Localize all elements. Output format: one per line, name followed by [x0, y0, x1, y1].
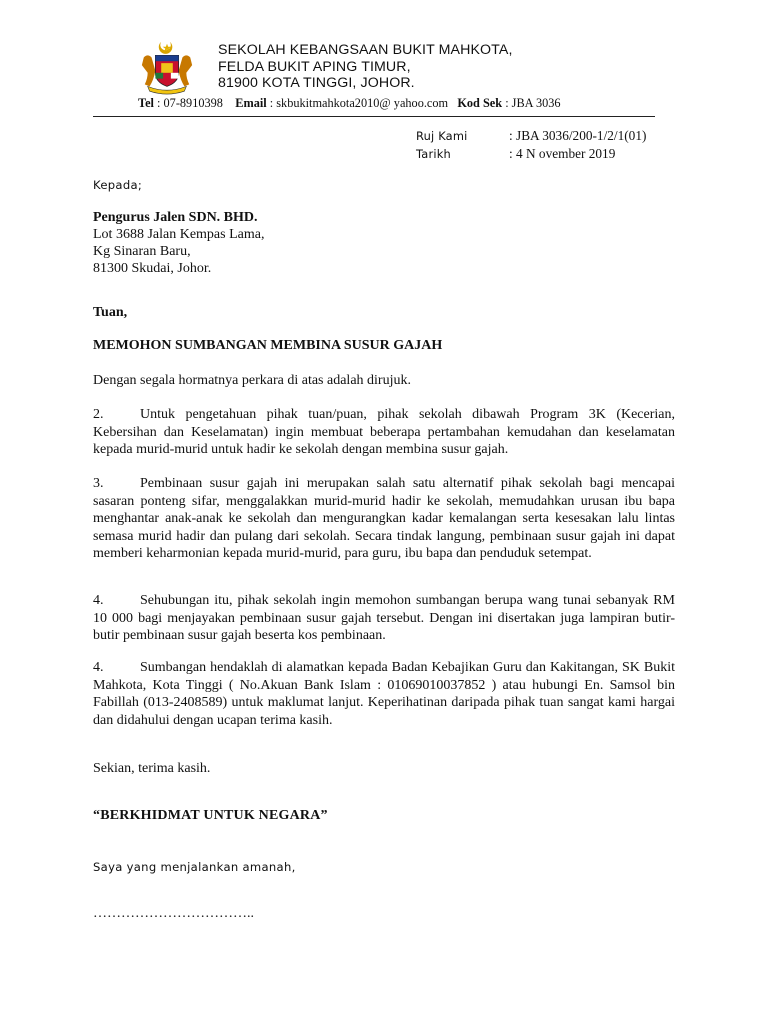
paragraph-text: Untuk pengetahuan pihak tuan/puan, pihak sekolah dibawah Program 3K (Kecerian, Kebersihan dan Keselamatan) ingin membuat beberapa pertambahan kemudahan dan keselamatan kepada murid-murid untuk hadir ke sekolah dengan membina susur gajah. — [93, 407, 675, 457]
body-paragraph — [93, 475, 675, 563]
body-paragraph — [93, 592, 675, 645]
reference-block — [416, 127, 646, 163]
ruj-value: : JBA 3036/200-1/2/1(01) — [509, 128, 647, 143]
recipient-address-line: Lot 3688 Jalan Kempas Lama, — [93, 227, 265, 242]
tel-label: Tel — [138, 96, 154, 110]
body-paragraph — [93, 406, 675, 459]
paragraph-number: 2. — [93, 407, 104, 422]
signature-line: …………………………….. — [93, 906, 254, 921]
school-address-line: FELDA BUKIT APING TIMUR, — [218, 58, 411, 75]
contact-line — [138, 96, 561, 111]
salutation: Tuan, — [93, 305, 128, 320]
paragraph-number: 4. — [93, 593, 104, 608]
paragraph-text: Sehubungan itu, pihak sekolah ingin memohon sumbangan berupa wang tunai sebanyak RM 10 000 bagi menjayakan pembinaan susur gajah tersebut. Dengan ini disertakan juga lampiran butir-butir pembinaan susur gajah beserta kos pembinaan. — [93, 593, 675, 643]
kod-label: Kod Sek — [457, 96, 503, 110]
paragraph-text: Pembinaan susur gajah ini merupakan salah satu alternatif pihak sekolah bagi mencapai sasaran ponteng sifar, menggalakkan murid-murid hadir ke sekolah, memudahkan urusan ibu bapa menghantar anak-anak ke sekolah dan mengurangkan kadar kemalangan serta kesesakan lalu lintas semasa murid hadir dan pulang dari sekolah. Secara tindak langung, pembinaan susur gajah ini dapat memberi keharmonian kepada murid-murid, para guru, ibu bapa dan penduduk setempat. — [93, 476, 675, 561]
tarikh-value: : 4 N ovember 2019 — [509, 146, 616, 161]
school-postcode-line: 81900 KOTA TINGGI, JOHOR. — [218, 75, 415, 91]
paragraph-number: 4. — [93, 660, 104, 675]
tarikh-label: Tarikh — [416, 147, 451, 161]
ruj-label: Ruj Kami — [416, 129, 468, 143]
recipient-address-line: 81300 Skudai, Johor. — [93, 261, 212, 276]
tel-value: : 07-8910398 — [157, 96, 223, 110]
paragraph-text: Sumbangan hendaklah di alamatkan kepada Badan Kebajikan Guru dan Kakitangan, SK Bukit Mahkota, Kota Tinggi ( No.Akuan Bank Islam : 01069010037852 ) atau hubungi En. Samsol bin Fabillah (013-2408589) untuk maklumat lanjut. Keperihatinan daripada pihak tuan sangat kami hargai dan didahului dengan ucapan terima kasih. — [93, 660, 675, 728]
kod-value: : JBA 3036 — [505, 96, 561, 110]
header-divider — [93, 116, 655, 117]
recipient-address-line: Kg Sinaran Baru, — [93, 244, 191, 259]
signoff-line: Saya yang menjalankan amanah, — [93, 860, 296, 874]
recipient-name: Pengurus Jalen SDN. BHD. — [93, 210, 258, 225]
malaysia-coat-of-arms-icon — [138, 38, 196, 96]
kepada-label: Kepada; — [93, 178, 143, 192]
motto: “BERKHIDMAT UNTUK NEGARA” — [93, 808, 328, 823]
body-paragraph: Dengan segala hormatnya perkara di atas adalah dirujuk. — [93, 373, 411, 388]
email-value: : skbukitmahkota2010@ yahoo.com — [269, 96, 449, 110]
letter-subject: MEMOHON SUMBANGAN MEMBINA SUSUR GAJAH — [93, 338, 443, 353]
email-label: Email — [235, 96, 267, 110]
closing-thanks: Sekian, terima kasih. — [93, 761, 211, 776]
school-name: SEKOLAH KEBANGSAAN BUKIT MAHKOTA, — [218, 42, 513, 58]
body-paragraph — [93, 659, 675, 729]
recipient-address — [93, 209, 264, 277]
school-header — [218, 42, 512, 92]
paragraph-number: 3. — [93, 476, 104, 491]
